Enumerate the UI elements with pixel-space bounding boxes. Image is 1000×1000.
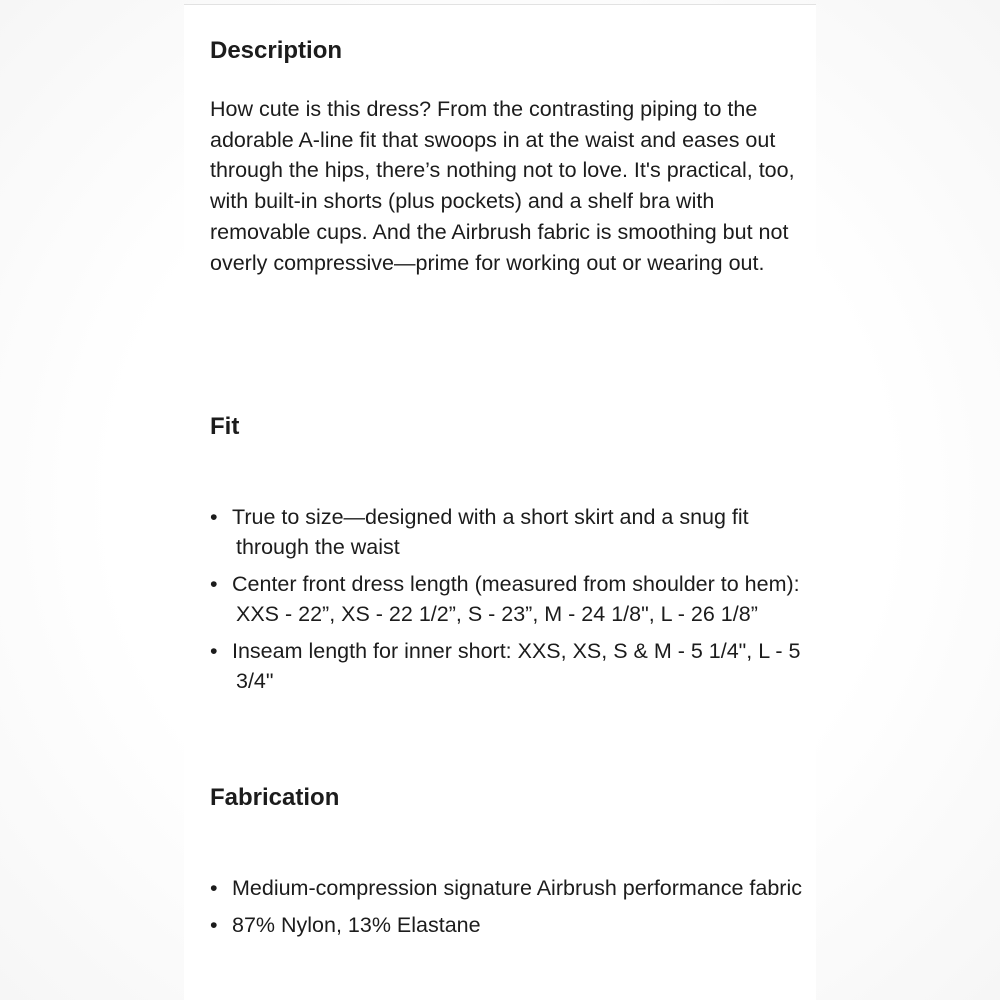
fit-heading: Fit: [210, 413, 240, 440]
bullet-icon: •: [210, 876, 218, 900]
bullet-icon: •: [210, 572, 218, 596]
bullet-icon: •: [210, 913, 218, 937]
bullet-icon: •: [210, 639, 218, 663]
fabrication-heading: Fabrication: [210, 784, 340, 811]
fit-item-text: Center front dress length (measured from shoulder to hem): XXS - 22”, XS - 22 1/2”, S - 23”, M - 24 1/8", L - 26 1/8”: [232, 572, 800, 626]
fit-item-text: Inseam length for inner short: XXS, XS, S & M - 5 1/4", L - 5 3/4": [232, 639, 801, 693]
fit-item-text: True to size—designed with a short skirt and a snug fit through the waist: [232, 505, 749, 559]
product-details-panel: [184, 4, 816, 1000]
list-item: [210, 910, 810, 940]
fabrication-item-text: 87% Nylon, 13% Elastane: [232, 913, 481, 937]
list-item: [210, 636, 810, 696]
list-item: [210, 569, 810, 629]
fit-list: [210, 502, 810, 703]
list-item: [210, 873, 810, 903]
list-item: [210, 502, 810, 562]
bullet-icon: •: [210, 505, 218, 529]
fabrication-item-text: Medium-compression signature Airbrush performance fabric: [232, 876, 802, 900]
description-heading: Description: [210, 37, 343, 64]
description-text: How cute is this dress? From the contrasting piping to the adorable A-line fit that swoops in at the waist and eases out through the hips, there’s nothing not to love. It's practical, too, with built-in shorts (plus pockets) and a shelf bra with removable cups. And the Airbrush fabric is smoothing but not overly compressive—prime for working out or wearing out.: [210, 97, 795, 275]
fabrication-list: [210, 873, 810, 947]
